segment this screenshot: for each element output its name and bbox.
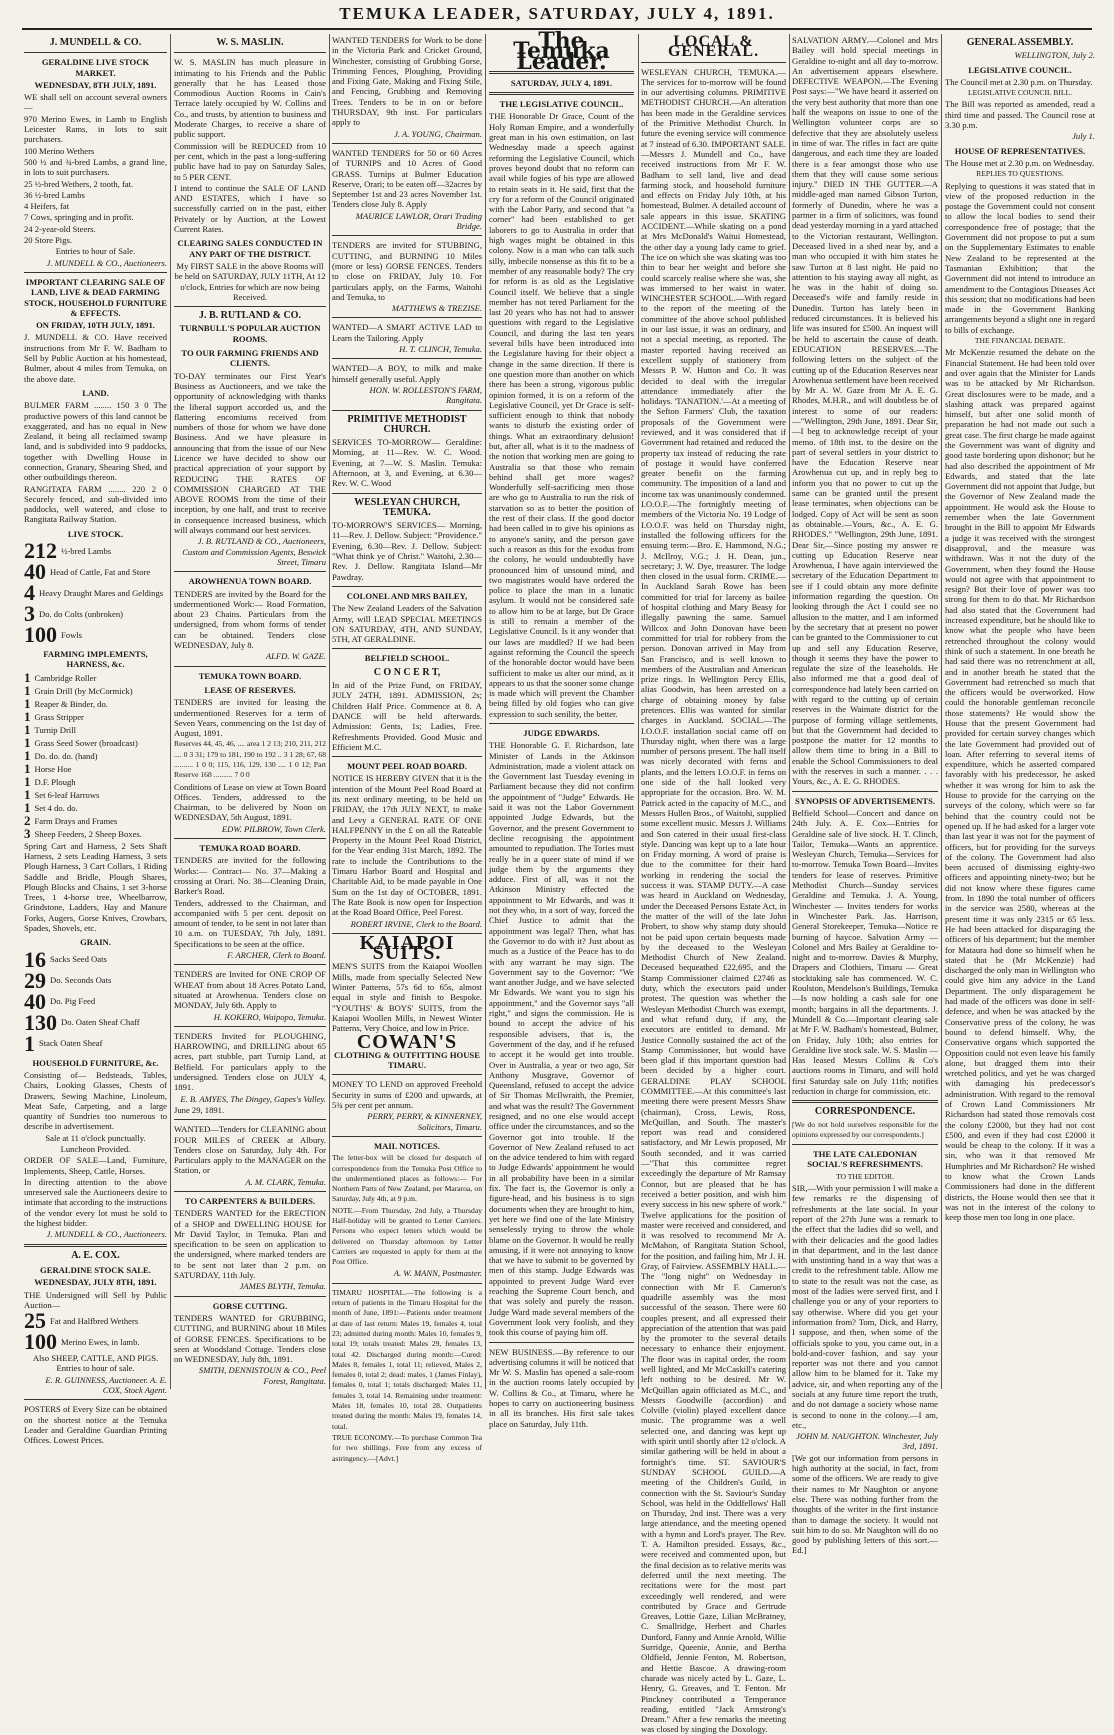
advert-text: Entries to hour of Sale.	[55, 246, 136, 257]
advert-heading: MOUNT PEEL ROAD BOARD.	[347, 761, 467, 772]
advert-date: WEDNESDAY, 8TH JULY, 1891.	[34, 79, 157, 90]
divider	[332, 358, 482, 359]
divider	[174, 571, 326, 572]
list-item: 1 Set 4 do. do.	[24, 799, 78, 815]
advert-text: MONEY TO LEND on approved Freehold Security in sums of £200 and upwards, at 5¾ per cent per annum.	[332, 1079, 482, 1111]
advert-signature: JAMES BLYTH, Temuka.	[239, 1281, 326, 1292]
article-body: SALVATION ARMY.—Colonel and Mrs Bailey will hold special meetings in Geraldine to-night and all day to-morrow. An advertisement appears elsewhere. DEFECTIVE WEAPON.—The Evening Post says:—"We have heard it asserted on the very best authority that more than one half the weapons on issue to one of the Wellington volunteer corps are so defective that they are absolutely useless in time of war. The rifles in fact are quite dangerous, and each time they are loaded there is a fear amongst those who use them that they will cause some serious injury." DIED IN THE GUTTER.—A middle-aged man named Gibson Turton, formerly of Dunedin, where he was a partner in a firm of solicitors, was found dead yesterday morning in a yard attached to the Victorian restaurant, Wellington. Deceased lived in a shed near by, and a man who occupied it with him states he saw Turton at 8 last night. He paid no attention to his staying away all night, as he was in the habit of doing so. Deceased's wife and family reside in Dunedin. Turton has lately been in reduced circumstances. It is believed his life was insured for £500. An inquest will be held to ascertain the cause of death. EDUCATION RESERVES.—The following letters on the subject of the cutting up of the Education Reserves near Arowhenua settlement have been received by Mr A. W. Gaze from Mr A. E. G. Rhodes, M.H.R., and will doubtless be of interest to some of our readers:—"Wellington, 29th June, 1891. Dear Sir,—I beg to acknowledge receipt of your memo. of 18th inst. to the desire on the part of several settlers in your district to have the Education Reserve near Arowhenua cut up, and in reply beg to inform you that no power to cut up the same can be granted until the present lease terminates, when objections can be lodged. Copy of Act will be sent as soon as obtainable.—Yours, &c., A. E. G. RHODES." "Wellington, 29th June, 1891. Dear Sir,—Since posting my answer re cutting up Education Reserve near Arowhenua, I have again interviewed the secretary of the Education Department to see if I could obtain any more definite information regarding the question. On looking through the Act I could see no allusion to the matter, and I am informed by the secretary that at present no power can be granted to the Commissioner to cut up and sell any Education Reserve, though it seems they have the power to regulate the size of the leaseholds. He also informed me that a good deal of correspondence had lately been carried on with regard to the cutting up of certain reserves in the Waimate district for the purpose of forming village settlements, but that the Government had decided to postpone the matter for 12 months to allow them time to bring in a Bill to enable the School Commissioners to deal with the reserves in such a manner. . . . Yours, &c., A. E. G. RHODES.	[792, 35, 938, 787]
advert-date: ON FRIDAY, 10TH JULY, 1891.	[36, 320, 155, 331]
advert-text: RANGITATA FARM ........ 220 2 0 Securely fenced, and sub-divided into paddocks, well watered, and close to Rangitata Railway Station.	[24, 483, 167, 525]
advert-text: Commission will be REDUCED from 10 per cent, which in the past a long-suffering public have had to pay on Saturday Sales, to 5 PER CENT.	[174, 140, 326, 182]
article-body: Belfield School—Concert and dance on 24th July. A. E. Cox—Entries for Geraldine sale of live stock. H. T. Clinch, Tailor, Temuka—Wants an apprentice. Wesleyan Church, Temuka—Services for to-morrow. Temuka Town Board—Invites tenders for lease of reserves. Primitive Methodist Church—Sunday services Geraldine and Temuka. J. A. Young, Winchester — Invites tenders for works in Winchester Park. Jas. Harrison, General Storekeeper, Temuka—Notice re burning of haycoe. Salvation Army — Colonel and Mrs Bailey at Geraldine to-night and to-morrow. Davies & Murphy, Drapers and Clothiers, Timaru — Great stocktaking sale has commenced. W. C. Roulston, Mendelson's Buildings, Temuka—Is now holding a cash sale for one month; bargains in all the departments. J. Mundell & Co.—Important clearing sale at Mr F. W. Badham's homestead, Bulmer, on Friday, July 10th; also entries for Geraldine live stock sale. W. S. Maslin — Has leased Messrs Collins & Co's auctions rooms in Timaru, and will hold first Saturday sale on July 11th; notifies reduction in charge for commission, etc.	[792, 807, 938, 1096]
advert-signature: J. MUNDELL & CO., Auctioneers.	[46, 257, 167, 268]
column-7	[945, 34, 1095, 1389]
letter-address: TO THE EDITOR.	[835, 1171, 894, 1181]
section-title: LOCAL & GENERAL.	[667, 33, 760, 61]
column-4	[489, 28, 634, 1429]
column-3	[332, 34, 482, 1463]
advert-text: The New Zealand Leaders of the Salvation Army, will LEAD SPECIAL MEETINGS ON SATURDAY, 4TH, AND SUNDAY, 5TH, AT GERALDINE.	[332, 603, 482, 645]
advert-text: WE shall sell on account several owners—	[24, 92, 167, 113]
advert-signature: J. A. YOUNG, Chairman.	[394, 128, 482, 139]
advert-title: C O N C E R T,	[373, 666, 441, 678]
advert-text: TENDERS WANTED for GRUBBING, CUTTING, and BURNING about 18 Miles of GORSE FENCES. Specifications to be seen at Woodsland Cottage. Tenders close on WEDNESDAY, July 8th, 1891.	[174, 1312, 326, 1365]
advert-text: POSTERS of Every Size can be obtained on the shortest notice at the Temuka Leader and Geraldine Guardian Printing Offices. Lowest Prices.	[24, 1404, 167, 1446]
advert-text: The letter-box will be closed for despatch of correspondence from the Temuka Post Office to the undermentioned places as follows:— For Northern Parts of New Zealand, per Mararoa, on Saturday, July 4th, at 9 p.m.	[332, 1153, 482, 1204]
divider	[332, 756, 482, 757]
list-item: 212 ½-bred Lambs	[24, 538, 112, 564]
advert-text: ORDER OF SALE—Land, Furniture, Implements, Sheep, Cattle, Horses.	[24, 1155, 167, 1176]
list-item: 3 Do. do Colts (unbroken)	[24, 601, 124, 627]
editorial-note: [We got our information from persons in high authority at the social, in fact, from some of the officers. We are ready to give their names to Mr Naughton or anyone else. There was nothing further from the thoughts of the writer in the first instance than to damage the society. It would not suit him to do so. Mr Naughton will do no good by publishing letters of this sort.—Ed.]	[792, 1452, 938, 1556]
advert-signature: J. MUNDELL & CO., Auctioneers.	[46, 1229, 167, 1240]
advert-date: WEDNESDAY, JULY 8TH, 1891.	[34, 1277, 157, 1288]
advert-heading: J. MUNDELL & CO.	[49, 37, 142, 48]
article-body: Replying to questions it was stated that in view of the proposed reduction in the postage the Government could not consent to allow the local bodies to send their correspondence free of postage; that the Government did not propose to put a sum on the Supplementary Estimates to enable New Zealand to be represented at the Tasmanian Exhibition; that the Government did not intend to introduce an amendment to the Contagious Diseases Act this session; that no modifications had been made in the Government Banking arrangements beyond a slight one in regard to bills of exchange.	[945, 180, 1095, 335]
advert-signature: F. ARCHER, Clerk to Board.	[227, 950, 326, 961]
advert-text: TO-DAY terminates our First Year's Business as Auctioneers, and we take the opportunity of acknowledging with thanks the liberal support accorded us, and the flattering encomiums received from numbers of those for whom we have done Business. And we have pleasure in announcing that from the issue of our New Licence we have decided to show our practical appreciation of your support by REDUCING THE RATES OF COMMISSION CHARGED AT THE ABOVE ROOMS from the time of their inception, by one half, and trust to receive in consequence increased business, which will always command our best services.	[174, 370, 326, 536]
advert-text: TENDERS are Invited for ONE CROP OF WHEAT from about 18 Acres Potato Land, situated at Arowhenua. Tenders close on MONDAY, July 6th. Apply to	[174, 969, 326, 1011]
article-body: THE Honorable Dr Grace, Count of the Holy Roman Empire, and a wonderfully great man in his own estimation, on last Wednesday made a speech against reforming the Legislative Council, which proves beyond doubt that no reform can avail while fogies of his type are allowed to retain seats in it. He said, first that the cry for a reform of the Council originated with the Labor Party, and second that "a corner" had been established to get laborers to go to Australia in order that high wages might be obtained in this colony. Now is a man who can talk such silly, imbecile nonsense as this fit to be a member of any reasonable body? The cry for reform is as old as the Legislative Council itself. We believe that a single member has not tered Parliament for the last 20 years who has not had to answer questions with regard to the Legislative Council, and during the last ten years several bills have been introduced into the Legislature having for their object a change in the same direction. If there is one question more than another on which there has been a strong, vigorous public opinion formed, it is on a reform of the Legislative Council, yet Dr Grace is self-sufficient enough to think that nobody wants to disturb the existing order of things. What an extraordinary delusion! but, after all, what is it to the madness of the notion that working men are going to Australia so that those who remain behind shall get more wages? Wonderfully self-sacrificing men those are who go to Australia to run the risk of starvation so as to better the position of the rest of their class. If the good doctor had been called in to give his opinions as to anyone's sanity, and the person gave such a reason as this for the exodus from the colony, he would undoubtedly have pronounced him of unsound mind, and two magistrates would have ordered the police to place the man in a lunatic asylum. It would not be considered safe to allow him to be at large, but Dr Grace is still to remain a member of the Legislative Council. Is it any wonder that our laws are muddled? If we had been against reforming the Council the speech of the honorable doctor would have been sufficient to make us alter our mind, as it appears to us that the sooner some change is made which will prevent the Chamber being filled by old fogies who can give expression to such senility, the better.	[489, 111, 634, 719]
advert-heading: BELFIELD SCHOOL.	[364, 653, 450, 664]
article-body: The House met at 2.30 p.m. on Wednesday.	[945, 157, 1095, 168]
article-body: The Bill was reported as amended, read a third time and passed. The Council rose at 3.30 p.m.	[945, 99, 1095, 131]
advert-text: Tenders, addressed to the Chairman, and accompanied with 5 per cent. deposit on amount of tender, to be sent in not later than 10 a.m. on TUESDAY, 7th July, 1891. Specifications to be seen at the office.	[174, 897, 326, 949]
section-heading: MAIL NOTICES.	[374, 1140, 440, 1151]
newspaper-nameplate: The Temuka Leader.	[513, 28, 610, 75]
advert-signature: SMITH, DENNISTOUN & CO., Peel Forest, Rangitata.	[198, 1365, 326, 1386]
advert-title: IMPORTANT CLEARING SALE OF LAND, LIVE & DEAD FARMING STOCK, HOUSEHOLD FURNITURE & EFFECTS.	[24, 276, 167, 318]
dateline: July 1.	[1072, 131, 1095, 142]
divider	[174, 964, 326, 965]
advert-signature: H. KOKERO, Waipopo, Temuka.	[213, 1011, 326, 1022]
divider	[24, 272, 167, 273]
advert-text: TENDERS are invited for STUBBING, CUTTING, and BURNING 10 Miles (more or less) GORSE FENCES. Tenders to close on FRIDAY, July 10. For particulars apply, on the Farms, Waitohi and Temuka, to	[332, 240, 482, 302]
divider	[489, 723, 634, 724]
list-item: 40 Head of Cattle, Fat and Store	[24, 559, 151, 585]
advert-text: WANTED TENDERS for Work to be done in the Victoria Park and Cricket Ground, Winchester, consisting of Grubbing Gorse, Trimming Fences, Ploughing, Providing and Fixing Gate, Making and Fixing Stile, and Fencing, Grubbing and Removing Trees. Tenders to be in on or before THURSDAY, 9th inst. For particulars apply to	[332, 35, 482, 128]
advert-text: In directing attention to the above unreserved sale the Auctioneers desire to intimate that according to the instructions of the vendor every lot must be sold to the highest bidder.	[24, 1176, 167, 1229]
editorial-note: [We do not hold ourselves responsible for the opinions expressed by our correspondents.]	[792, 1119, 938, 1139]
divider	[332, 648, 482, 649]
column-divider	[485, 34, 486, 1389]
article-body: WESLEYAN CHURCH, TEMUKA.—The services for to-morrow will be found in our advertising columns. PRIMITIVE METHODIST CHURCH.—An alteration has been made in the Geraldine services of the Primitive Methodist Church. In future the evening service will commence at 7 instead of 6.30. IMPORTANT SALE.—Messrs J. Mundell and Co., have received instructions from Mr F. W. Badham to sell land, live and dead farming stock, and household furniture and effects on Friday July 10th, at his homestead, Bulmer. A detailed account of sale appears in this issue. SKATING ACCIDENT.—While skating on a pond at Mrs McDonald's Waitui Homestead, the other day a young lady came to grief. The ice on which she was skating was too thin to bear her weight and before she could scarcely realise where she was, she was immersed to her waist in water. WINCHESTER SCHOOL.—With regard to the report of the meeting of the committee of the above school published in our last issue, it was an ordinary, and not a special meeting, as reported. The master reported having received an excellent supply of stationery from Messrs P. W. Hutton and Co. It was decided to deal with the irregular attendance immediately after the holidays. 'TANATION.'—At a meeting of the Sefton Farmers' Club, the taxation proposals of the Government were reviewed, and it was considered that if Government had retained and reduced the property tax instead of reducing the rate of postage it would have conferred greater benefit on the farming community. The imposition of a land and income tax was unanimously condemned. I.O.O.F.—The fortnightly meeting of members of the Victoria No. 19 Lodge of I.O.O.F. was held on Thursday night, installed the following officers for the ensuing term:—Bro. E. Hammond, N.G.; J. McIlroy, V.G.; J. H. Dean, jun., secretary; J. W. Dye, treasurer. The lodge then closed in the usual form. CRIME.—In Auckland Sarah Rowe has been committed for trial for larceny as bailee of hospital clothing and Mary Beasy for illegally pawning the same. Samuel Willcox and John Donovan have been committed for trial for robbery from the person. Donovan arrived in May from San Francisco, and is well known to members of the Australian and American prize rings. In Wellington Percy Ellis, alias Goodwin, has been arrested on a charge of obtaining money by false pretences. Ellis was wanted for similar charges in Auckland. SOCIAL.—The I.O.O.F. installation social came off on Thursday night, when there was a large number of persons present. The hall itself was nicely decorated with ferns and plants, and the letters I.O.O.F. in ferns on one side of the hall looked very appropriate for the occasion. Bro. W. M. Patrick acted in the capacity of M.C., and Messrs Hullen Bros., of Waitohi, supplied some excellent music. Messrs J. Williams and Son catered in their usual first-class style. Dancing was kept up to a late hour on Friday morning. A word of praise is due to the committee for their hard working in rendering the social the success it was. STAMP DUTY.—A case was heard in Auckland on Wednesday, under the Deceased Persons Estate Act, in the matter of the will of the late John Probert, to show why stamp duty should not be paid upon certain bequests made by the deceased to the Wesleyan Methodist Church of New Zealand. Deceased bequeathed £22,695, and the Stamp Commissioner claimed £2746 as duty, which the executors paid under protest. The question was whether the Wesleyan Methodist Church was exempt, and what refund duty, if any, the executors are entitled to demand. Mr Justice Connolly sustained the act of the Stamp Commissioner, but would have been glad if this important question had been decided by a higher court. GERALDINE PLAY SCHOOL COMMITTEE.—At this committee's last meeting there were present Messrs Shaw (chairman), Cross, Lewis, Ross, McQuillan, and South. The master's report was read and considered satisfactory, and Mr Lewis proposed, Mr South seconded, and it was carried—"That this committee regret exceedingly the departure of Mr Ramsay Connor, but are pleased that he has received a better position, and wish him every success in his new sphere of work." Twelve applications for the position of master were received and considered, and it was resolved to recommend Mr A. McMahon, of Rangitata Station School, for the position, and failing him, Mr J. H. Gray, of Fairview. ASSEMBLY HALL.—The "long night" on Wednesday in connection with Mr F. Cameron's quadrille assembly was the most successful of the season. There were 60 couples present, and all expressed their appreciation of the attention that was paid by the promoter to the several details necessary to enhance their enjoyment. The floor was in capital order, the room well lighted, and Mr McCaskill's catering left nothing to be desired. Mr W. McQuillan again officiated as M.C., and Messrs Goodwille (accordion) and Colville (violin) played excellent dance music. The programme was a well selected one, and dancing was kept up with spirit until shortly after 12 o'clock. A similar gathering will be held in about a fortnight's time. ST. SAVIOUR'S SUNDAY SCHOOL GUILD.—A meeting of the Children's Guild, in connection with the St. Saviour's Sunday School, was held in the Oddfellows' Hall on Thursday, 2nd inst. There was a very large attendance, and the meeting opened with a hymn and Lord's prayer. The Rev. T. A. Hamilton presided. Essays, &c., were received and commented upon, but the final decision as to relative merits was deferred until the next meeting. The recitations were for the most part exceedingly well rendered, and were contributed by Grace and Gertrude Greaves, Lottie Gaze, Lilian McBratney, C. Smallridge, Herbert and Charles Dunford, Fanny and Annie Arnold, Willie Surridge, Queenie, Annie, and Bertha Oldfield, Jennie Fenton, M. Robertson, and Hettie Bascoe. A drawing-room charade was nicely acted by L. Gaze, L. Henry, G. Greaves, and T. Fenton. Mr Pinckney contributed a Temperance reading, entitled "Jack Armstrong's Dream." After a few remarks the meeting was closed by singing the Doxology.	[641, 66, 786, 1735]
list-item: 1 Set 6-leaf Harrows	[24, 786, 100, 802]
advert-heading: PRIMITIVE METHODIST CHURCH.	[347, 413, 467, 435]
letter-signature: JOHN M. NAUGHTON. Winchester, July 3rd, 1891.	[796, 1431, 938, 1452]
advert-text: TENDERS are invited for the following Works:— Contract— No. 37—Making a crossing at Orari. No. 38—Cleaning Drain, Barker's Road.	[174, 855, 326, 897]
divider	[332, 586, 482, 587]
divider	[332, 1136, 482, 1137]
column-divider	[789, 34, 790, 1389]
advert-text: TENDERS are invited by the Board for the undermentioned Work:— Road Formation, about 23 Chains. Particulars from the undersigned, from whom forms of tender can be obtained. Tenders close WEDNESDAY, July 8.	[174, 588, 326, 651]
advert-heading: AROWHENUA TOWN BOARD.	[188, 576, 312, 587]
section-heading: GRAIN.	[80, 937, 111, 948]
advert-heading: TO CARPENTERS & BUILDERS.	[184, 1195, 316, 1206]
divider	[174, 1026, 326, 1027]
list-item: 4 Heavy Draught Mares and Geldings	[24, 580, 164, 606]
divider	[24, 52, 167, 53]
section-heading: LAND.	[82, 387, 109, 398]
divider	[332, 235, 482, 236]
advert-text: WANTED—A SMART ACTIVE LAD to Learn the Tailoring. Apply	[332, 322, 482, 343]
advert-text: My FIRST SALE in the above Rooms will be held on SATURDAY, JULY 11TH, At 12 o'clock, Entries for which are now being Received.	[174, 260, 326, 302]
advert-title: CLEARING SALES CONDUCTED IN ANY PART OF THE DISTRICT.	[177, 238, 323, 259]
advert-signature: A. M. CLARK, Temuka.	[245, 1176, 326, 1187]
advert-text: W. S. MASLIN has much pleasure in intimating to his Friends and the Public generally that he has Leased those Commodious Auction Rooms in Cain's Terrace lately occupied by W. Collins and Co., and trusts, by attention to business and Moderate Charges, to receive a share of public support.	[174, 57, 326, 140]
list-item: 4 Heifers, fat	[24, 201, 70, 212]
section-heading: HOUSEHOLD FURNITURE, &c.	[32, 1057, 159, 1068]
advert-subtitle: TURNBULL'S POPULAR AUCTION ROOMS.	[179, 323, 321, 344]
divider	[332, 493, 482, 494]
column-1	[24, 34, 167, 1446]
list-item: 1 Cambridge Roller	[24, 669, 97, 685]
divider	[489, 1342, 634, 1343]
advert-text: TENDERS are invited for leasing the undermentioned Reserves for a term of Seven Years, commencing on the 1st day of August, 1891.	[174, 697, 326, 739]
advert-text: Spring Cart and Harness, 2 Sets Shaft Harness, 2 sets Leading Harness, 3 sets Plough Harness, 3 Cart Collars, 1 Riding Saddle and Bridle, Plough Shares, Plough Blocks and Chains, 1 set 3-horse Trees, 1 4-horse tree, Wheelbarrow, Grindstone, Ladders, Hay and Manure Forks, Augers, Gorse Knives, Crowbars, Spades, Shovels, etc.	[24, 840, 167, 934]
divider	[792, 791, 938, 792]
section-heading: FARMING IMPLEMENTS, HARNESS, &c.	[43, 649, 148, 670]
advert-text: Consisting of— Bedsteads, Tables, Chairs, Looking Glasses, Chests of Drawers, Sewing Machine, Linoleum, Meat Safe, Carpeting, and a large quantity of Sundries too numerous to describe in advertisement.	[24, 1069, 167, 1132]
advert-heading: WESLEYAN CHURCH, TEMUKA.	[354, 496, 460, 518]
advert-text: NOTE.—From Thursday, 2nd July, a Thursday Half-holiday will be granted to Letter Carriers. Persons who expect letters which would be delivered on Thursday afternoon by Letter Carriers are requested to apply for them at the Post Office.	[332, 1205, 482, 1267]
divider	[332, 143, 482, 144]
article-body: The Council met at 2.30 p.m. on Thursday.	[945, 76, 1093, 87]
section-title: GENERAL ASSEMBLY.	[966, 37, 1074, 48]
divider	[332, 1283, 482, 1284]
column-divider	[329, 34, 330, 1389]
list-item: 1 Grain Drill (by McCormick)	[24, 682, 133, 698]
advert-heading: GORSE CUTTING.	[212, 1300, 288, 1311]
list-item: 1 Stack Oaten Sheaf	[24, 1030, 103, 1056]
list-item: 25 ½-bred Wethers, 2 tooth, fat.	[24, 178, 134, 189]
advert-display-title: KAIAPOI SUITS.	[359, 931, 455, 965]
list-item: 100 Fowls	[24, 622, 83, 648]
divider	[174, 1119, 326, 1120]
list-item: 40 Do. Pig Feed	[24, 988, 96, 1014]
section-heading: HOUSE OF REPRESENTATIVES.	[954, 145, 1086, 156]
advert-title: LEASE OF RESERVES.	[204, 684, 296, 695]
advert-text: J. MUNDELL & CO. Have received instructions from Mr F. W. Badham to Sell by Public Auction at his homestead, Bulmer, about 4 miles from Temuka, on the above date.	[24, 332, 167, 384]
divider	[489, 92, 634, 95]
advert-text: TENDERS WANTED for the ERECTION of a SHOP and DWELLING HOUSE for Mr David Taylor, in Temuka. Plan and specification to be seen on application to the undersigned, where marked tenders are to be sent not later than 2 p.m. on SATURDAY, 11th July.	[174, 1208, 326, 1281]
section-heading: LIVE STOCK.	[67, 528, 124, 539]
advert-text: TENDERS Invited for PLOUGHING, HARROWING, and DRILLING about 65 acres, part stubble, part Turnip Land, at Belfield. For particulars apply to the undersigned. Tenders close on JULY 4, 1891.	[174, 1030, 326, 1093]
list-item: 24 2-year-old Steers.	[24, 223, 96, 234]
section-heading: LEGISLATIVE COUNCIL BILL.	[967, 88, 1073, 98]
advert-text: NOTICE IS HEREBY GIVEN that it is the intention of the Mount Peel Road Board at its next ordinary meeting, to be held on FRIDAY, the 17th JULY NEXT, to make and Levy a GENERAL RATE OF ONE HALFPENNY in the £ on all the Rateable Property in the Mount Peel Road District, for the Year ending 31st March, 1892. The rate to include the Contributions to the Timaru Harbor Board and Hospital and Charitable Aid, to be made payable in One Sum on the 1st day of OCTOBER, 1891. The Rate Book is now open for Inspection at the Road Board Office, Peel Forest.	[332, 773, 482, 918]
advert-signature: MAURICE LAWLOR, Orari Trading Bridge.	[355, 210, 482, 232]
column-5	[641, 33, 786, 1735]
section-heading: SYNOPSIS OF ADVERTISEMENTS.	[794, 795, 936, 806]
article-headline: THE LEGISLATIVE COUNCIL.	[499, 99, 624, 110]
advert-title: TO OUR FARMING FRIENDS AND CLIENTS.	[181, 348, 319, 369]
list-item: 130 Do. Oaten Sheaf Chaff	[24, 1009, 140, 1035]
advert-signature: A. W. MANN, Postmaster.	[393, 1268, 482, 1279]
advert-text: WANTED—Tenders for CLEANING about FOUR MILES of CREEK at Albury. Tenders close on Saturday, July 4th. For Particulars apply to the MANAGER on the Station, or	[174, 1124, 326, 1176]
advert-signature: J. B. RUTLAND & CO., Auctioneers, Custom and Commission Agents, Beswick Street, Timaru	[182, 536, 326, 567]
advert-signature: ROBERT IRVINE, Clerk to the Board.	[350, 918, 482, 929]
list-item: 1 Do. do. do. (hand)	[24, 747, 98, 763]
advert-signature: E. B. AMYES, The Dingey, Gapes's Valley.	[180, 1093, 326, 1104]
advert-title: GERALDINE STOCK SALE.	[40, 1264, 151, 1275]
list-item: 16 Sacks Seed Oats	[24, 946, 107, 972]
news-paragraph: TIMARU HOSPITAL.—The following is a return of patients in the Timaru Hospital for the month of June, 1891:—Patients under treatment at date of last return: Males 19, females 4, total 23; admitted during month: Males 10, females 9, total 19; totals treated: Males 29, females 13, total 42. Discharged during month:—Cured: Males 8, females 1, total 11; relieved, Males 2, females 0, total 2; dead: males, 1 (James Finlay), females 0, total 1; totals discharged: Males 11, females 3, total 14. Remaining under treatment: Males 18, females 10, total 28. Outpatients treated during the month: Males 19, females 14, total.	[332, 1287, 482, 1431]
list-item: 2 Farm Drays and Frames	[24, 812, 118, 828]
advert-text: SERVICES TO-MORROW— Geraldine: Morning, at 11—Rev. W. C. Wood. Evening, at 7—W. S. Maslin. Temuka: Afternoon, at 3, and Evening, at 6.30—Rev. W. C. Wood	[332, 437, 482, 489]
divider	[174, 1191, 326, 1192]
divider	[24, 1399, 167, 1400]
list-item: 970 Merino Ewes, in Lamb to English Leicester Rams, in lots to suit purchasers.	[24, 113, 167, 145]
column-divider	[170, 34, 171, 1389]
advert-date: June 29, 1891.	[174, 1104, 225, 1115]
list-item: 100 Merino Ewes, in lamb.	[24, 1329, 140, 1355]
section-heading: LEGISLATIVE COUNCIL.	[968, 64, 1072, 75]
advert-title: GERALDINE LIVE STOCK MARKET.	[41, 57, 150, 78]
divider	[332, 410, 482, 411]
divider	[174, 1296, 326, 1297]
article-headline: JUDGE EDWARDS.	[523, 728, 600, 738]
list-item: 7 Cows, springing and in profit.	[24, 212, 134, 223]
advert-text: In aid of the Prize Fund, on FRIDAY, JULY 24TH, 1891. ADMISSION, 2s; Children Half Price. Commence at 8. A DANCE will be held afterwards. Admission: Gents, 1s; Ladies, Free. Refreshments Provided. Good Music and Efficient M.C.	[332, 680, 482, 752]
advert-text: Reserves 44, 45, 46, .... area 1 2 13; 210, 211, 212 .... 0 3 31; 179 to 181, 190 to 192 .. 3 1 28; 67, 68 .......... 1 0 0; 115, 116, 129, 130 .... 1 0 12; Part Reserve 168 .......... 7 0 0	[174, 739, 326, 780]
divider	[174, 306, 326, 307]
list-item: 1 Grass Seed Sower (broadcast)	[24, 734, 138, 750]
issue-date: SATURDAY, JULY 4, 1891.	[510, 77, 613, 88]
list-item: 25 Fat and Halfbred Wethers	[24, 1308, 139, 1334]
advert-heading: W. S. MASLIN.	[216, 37, 284, 48]
list-item: 36 ½-bred Lambs	[24, 189, 85, 200]
advert-heading: J. B. RUTLAND & CO.	[199, 310, 301, 322]
divider	[332, 1074, 482, 1075]
list-item: 1 Grass Stripper	[24, 708, 84, 724]
divider	[174, 838, 326, 839]
divider	[641, 62, 786, 63]
list-item: 1 Horse Hoe	[24, 760, 72, 776]
divider	[792, 1144, 938, 1145]
advert-signature: ALFD. W. GAZE.	[265, 651, 326, 662]
advert-signature: MATTHEWS & TREZISE.	[391, 303, 482, 314]
article-body: Mr McKenzie resumed the debate on the Financial Statement. He had been told over and over again that the Minister for Lands was to be attacked by Mr Richardson. Great disclosures were to be made, and a slashing attack was prepared against himself, but after one solid month of preparation he had not made out such a great case. The first charge he made against the Government was want of dignity and good taste bordering upon dishonor; but he had also described the appointment of Mr Edwards, and stated that the late Government did not appoint that Judge, but the Governor of New Zealand made the appointment. He would ask the House to remember when the late Government brought in the Bill to appoint Mr Edwards a judge it was received with the strongest disapproval, and the measure was withdrawn. Was it not the duty of the Government, when they found the House would not agree with that appointment to resign? But their love of power was too strong for them to do that. Mr Richardson had also stated that the Government had increased expenditure, but he should like to know what the people who have been retrenched throughout the colony would think of such a statement. In one breath he had said there was no retrenchment at all, and in another breath he stated that the Government had retrenched so much that the officers would be overworked. How could the honorable gentleman reconcile those statements? He would show the House that the present Government had provided for certain survey changes which the late Government had provided out of loan. After referring to several items of expenditure, which he asserted compared favorably with his predecessor, he asked whether it was wrong for him to ask the House to provide for the carrying on the surveys of the colony, which were so far behind that the country could not be opened up. If he had asked for a larger vote than last year it was not for the payment of officers, but for providing for the surveys of the colony. The Government had also been accused of dismissing eighty-two officers and appointing ninety-two; but he did not know where these figures came from. In 1890 the total number of officers in the service was 2580, whereas at the present time it was only 2315 or 65 less. He had been attacked for disparaging the officers of his department; but the member for Mataura had done so himself when he stated that he (Mr McKenzie) had discharged the only man in Wellington who could give him any advice in the Land Department. The only disparagement he had made of the officers was done in self-defence, and when he was attacked by the Conservative press of the colony, he was bound to defend himself. Why, the Conservative organs which supported the Opposition could not even leave his family alone, but dragged them into their wretched politics, and yet he was charged with damaging his predecessor's administration. With regard to the removal of Crown Land Commissioners Mr Richardson had stated those removals cost the colony £2000, but they had not cost £500, and even if they had cost £2000 it would be cheap to the colony. If it was a sin, who was it that removed Mr Humphries and Mr Richardson? He wished to know what the Crown Lands Commissioners had done in the different districts, the House would then see that it was not in the interest of the colony to keep those men too long in one place.	[945, 347, 1096, 1223]
divider	[332, 317, 482, 318]
news-paragraph: TRUE ECONOMY.—To purchase Common Tea for two shillings. Free from any excess of astringency.—[Advt.]	[332, 1432, 482, 1463]
list-item: 20 Store Pigs.	[24, 235, 72, 246]
advert-heading: TEMUKA TOWN BOARD.	[198, 670, 302, 681]
list-item: 100 Merino Wethers	[24, 145, 95, 156]
article-headline: THE LATE CALEDONIAN SOCIAL'S REFRESHMENTS.	[807, 1149, 923, 1170]
advert-subtitle: CLOTHING & OUTFITTING HOUSE TIMARU.	[334, 1049, 480, 1071]
advert-heading: TEMUKA ROAD BOARD.	[199, 843, 301, 854]
advert-text: Luncheon Provided.	[60, 1144, 131, 1154]
advert-signature: E. R. GUINNESS, Auctioneer. A. E. COX, Stock Agent.	[45, 1374, 167, 1396]
advert-signature: HON. W. ROLLESTON'S FARM, Rangitata.	[369, 384, 482, 406]
advert-display-title: COWAN'S	[356, 1030, 458, 1053]
masthead-title: TEMUKA LEADER, SATURDAY, JULY 4, 1891.	[339, 4, 775, 23]
advert-signature: EDW. PILBROW, Town Clerk.	[221, 823, 326, 834]
list-item: 500 ½ and ¾-bred Lambs, a grand line, in lots to suit purchasers.	[24, 156, 167, 178]
list-item: 1 D.F. Plough	[24, 773, 76, 789]
advert-text: WANTED—A BOY, to milk and make himself generally useful. Apply	[332, 363, 482, 384]
list-item: 1 Reaper & Binder, do.	[24, 695, 108, 711]
advert-text: WANTED TENDERS for 50 or 60 Acres of TURNIPS and 10 Acres of Good GRASS. Turnips at Bulmer Education Reserve, Orari; to be eaten off—32acres by September 1st and 23 acres November 1st. Tenders close July 8. Apply	[332, 147, 482, 210]
column-divider	[638, 34, 639, 1389]
section-heading: REPLIES TO QUESTIONS.	[976, 169, 1064, 179]
advert-text: I intend to continue the SALE OF LAND AND ESTATES, which I have so successfully carried on in the past, either Privately or by Auction, at the Lowest Current Rates.	[174, 182, 326, 235]
divider	[174, 52, 326, 53]
advert-signature: H. T. CLINCH, Temuka.	[399, 344, 482, 355]
list-item: 29 Do. Seconds Oats	[24, 967, 112, 993]
article-body: THE Honorable G. F. Richardson, late Minister of Lands in the Atkinson Administration, made a violent attack on the Government last Tuesday evening in Parliament because they did not confirm the appointment of "Judge" Edwards. He said it was not the Labor Government appointed Judge Edwards, but the Governor, and the present Government to decline recognising the appointment amounted to repudiation. The Tories must really be in a queer state of mind if we judge them by the arguments they adduce. First of all, was it not the Atkinson Ministry effected the appointment to Mr Edwards, and was it not they who, in a sort of way, forced the Chief Justice to admit that the appointment was legal? Then, what has the Governor to do with it? Just about as much as a Justice of the Peace has to do with any warrant he may sign. The Government say to the Governor: "We want another Judge, and we have selected Mr Edwards. We want you to sign his appointment," and the Governor says "all right," and signs the commission. He is bound to accept the advice of his responsible advisers, that is, the Government of the day, and if he refused to accept it he would get into trouble. Over in Australia, a year or two ago, Sir Anthony Musgrave, Governor of Queensland, refused to accept the advice of Sir Thomas McIlwraith, the Premier, and what was the result? The Government resigned, and no one else would accept office under the circumstances, and so the Governor got into trouble. If the Governor of New Zealand refused to act on the advice tendered to him with regard to Judge Edwards' appointment he would in all probability have been in a similar fix. The fact is, the Governor is only a figure-head, and his business is to sign documents when they are brought to him, yet here we find one of the late Ministry senselessly trying to throw the whole blame on the Governor. It would be really amusing, if it were not annoying to know that we have to submit to be governed by men of this stamp. Judge Edwards was appointed to prevent Judge Ward ever reaching the Supreme Court bench, and that was solely and purely the reason. Judge Ward made several members of the Government look very foolish, and they took this course of paying him off.	[489, 740, 634, 1338]
advert-text: BULMER FARM ........ 150 3 0 The productive powers of this land cannot be exaggerated, and has no equal in New Zealand, it being all reclaimed swamp land, and is subdivided into 9 paddocks, together with Dwelling House in connection, Granary, Shearing Shed, and other outbuildings thereon.	[24, 400, 167, 483]
divider	[792, 1100, 938, 1103]
advert-text: Sale at 11 o'clock punctually.	[45, 1132, 146, 1143]
divider	[24, 1244, 167, 1247]
advert-text: MEN'S SUITS from the Kaiapoi Woollen Mills, made from specially Selected New Winter Patterns, 57s 6d to 65s, almost equal in style and finish to Bespoke. "YOUTHS' & BOYS' SUITS, from the Kaiapoi Woollen Mills, in Newest Winter Patterns, Very Choice, and low in Price.	[332, 961, 482, 1034]
section-heading: THE FINANCIAL DEBATE.	[974, 336, 1066, 346]
news-paragraph: NEW BUSINESS.—By reference to our advertising columns it will be noticed that Mr W. S. Maslin has opened a sale-room in the auction rooms lately occupied by W. Collins & Co., at Timaru, where he hopes to carry on auctioneering business in all its branches. His first sale takes place on Saturday, July 11th.	[489, 1346, 634, 1429]
letter-body: SIR,—With your permission I will make a few remarks re the dispensing of refreshments at the late social. In your report of the 27th June was a remark to the effect that the ladies did so well, and with their delicacies and the good ladies in that department, and in the last dance with unstinting hand in a way that was a credit to the refreshment table. Allow me to state to the result was not the case, as most of the ladies were served first, and I challenge you or any of your reporters to say otherwise. Where did you get your information from? Tom, Dick, and Harry, I suppose, and then, when some of the officials spoke to you, you came out, in a bold-and-cover fashion, and say your reporter was not there and you cannot allow him to be blamed for it. Take my advice, sir, and when reporting any of the socials at any future time report the truth, and do not damage a society whose name is second to none in the colony.—I am, etc.,	[792, 1183, 938, 1430]
advert-heading: A. E. COX.	[71, 1249, 120, 1261]
column-2	[174, 34, 326, 1389]
list-item: 3 Sheep Feeders, 2 Sheep Boxes.	[24, 825, 142, 841]
column-6	[792, 34, 938, 1556]
advert-text: Also SHEEP, CATTLE, AND PIGS. Entries to hour of sale.	[32, 1353, 159, 1374]
section-heading: CORRESPONDENCE.	[814, 1106, 916, 1118]
advert-heading: COLONEL AND MRS BAILEY,	[346, 590, 468, 601]
column-divider	[941, 34, 942, 1389]
list-item: 1 Turnip Drill	[24, 721, 76, 737]
divider	[174, 666, 326, 667]
advert-text: TO-MORROW'S SERVICES— Morning, 11—Rev. J. Dellow. Subject: "Providence." Evening, 6.30—Rev. J. Dellow. Subject: "What think ye of Christ." Waitohi, 2.30—Rev. J. Dellow. Rangitata Island—Mr Pawdray.	[332, 520, 482, 582]
dateline: WELLINGTON, July 2.	[1014, 50, 1095, 61]
advert-text: Conditions of Lease on view at Town Board Offices. Tenders, addressed to the Chairman, to be delivered by Noon on WEDNESDAY, 5th August, 1891.	[174, 781, 326, 823]
advert-signature: PERRY, PERRY, & KINNERNEY, Solicitors, Timaru.	[367, 1111, 482, 1132]
advert-text: THE Undersigned will Sell by Public Auction—	[24, 1289, 167, 1310]
